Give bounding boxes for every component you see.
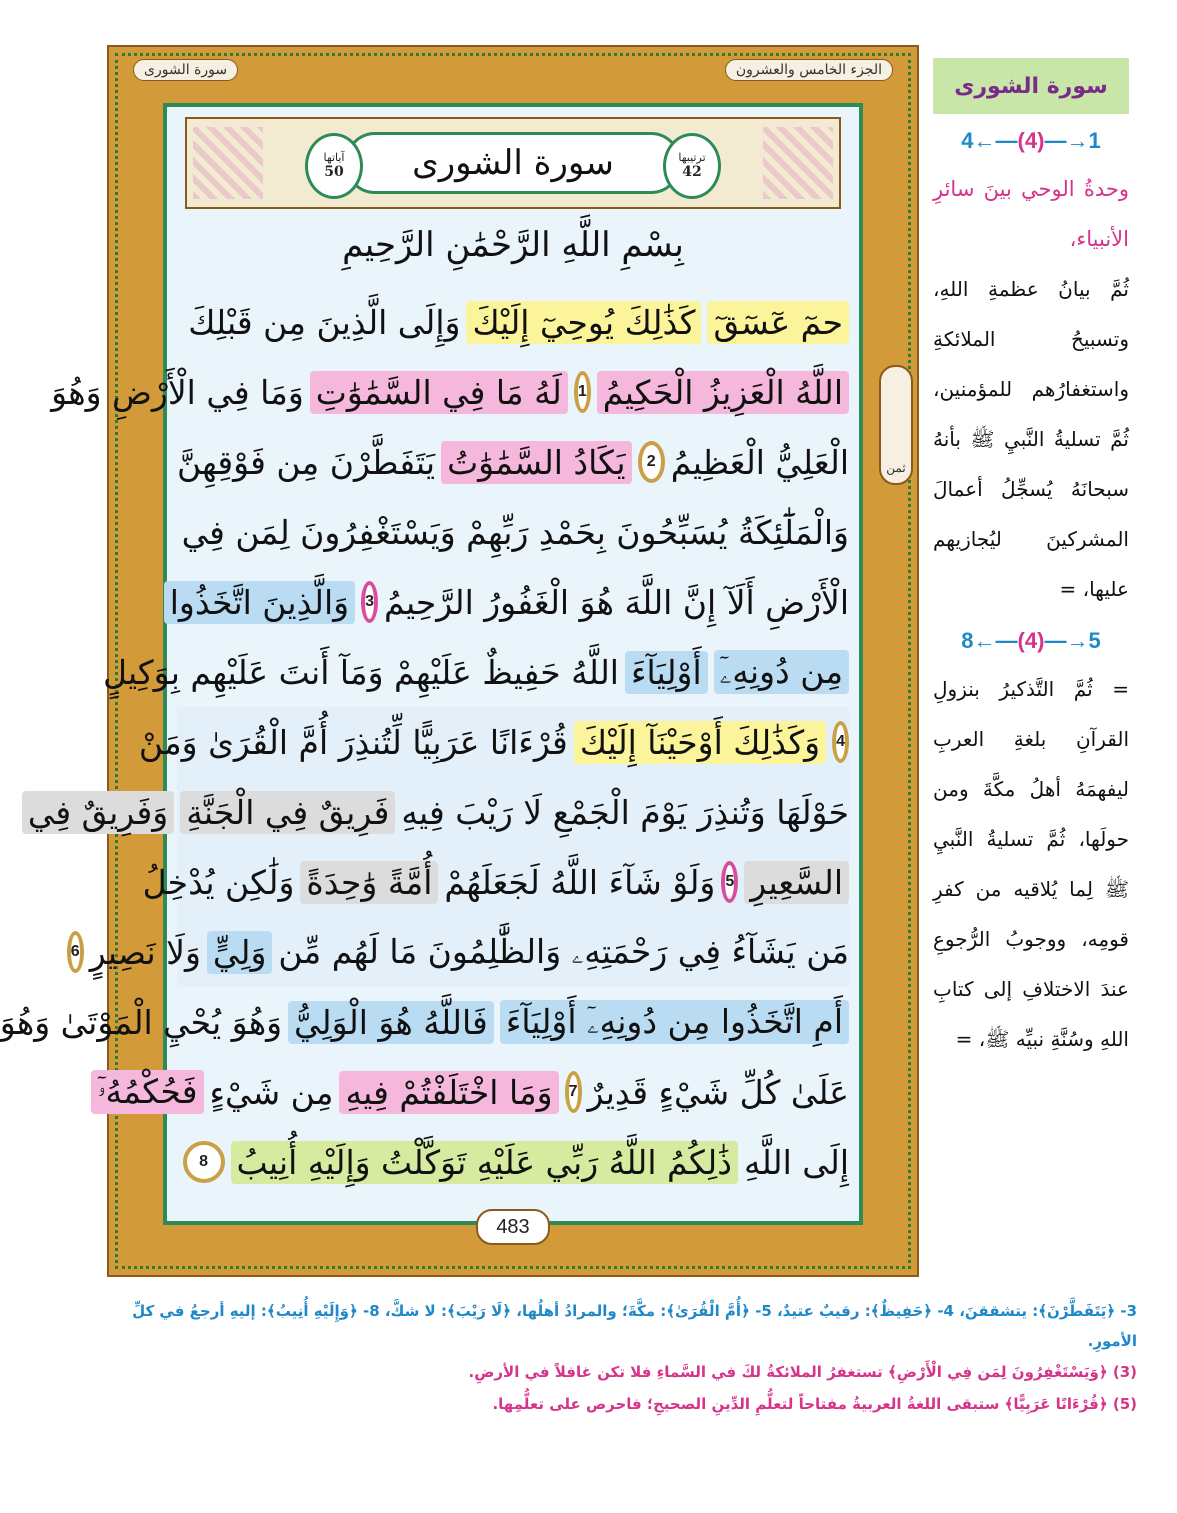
highlight: فَرِيقٌ فِي الْجَنَّةِ [180,791,395,834]
verses-value: 50 [324,164,344,181]
verse-line-11 [0,987,849,1057]
verse-line-7 [138,707,849,777]
verse-text: الْعَلِيُّ الْعَظِيمُ [670,442,849,482]
verse-number: 4 [832,721,849,763]
order-value: 42 [682,164,702,181]
verse-line-12 [97,1057,849,1127]
verse-text: مِن شَيْءٍ [209,1072,334,1112]
highlight: ذَٰلِكُمُ اللَّهُ رَبِّي عَلَيْهِ تَوَكَّلْتُ وَإِلَيْهِ أُنِيبُ [231,1141,738,1184]
verse-line-3 [177,427,849,497]
verses-label: آياتها [323,151,345,164]
topic-description-1: ثُمَّ بيانُ عظمةِ اللهِ، وتسبيحُ الملائكةِ واستغفارُهم للمؤمنين، ثُمَّ تسليةُ النَّبيِ ﷺ بأنهُ سبحانَهُ يُسجِّلُ أعمالَ المشركينَ ليُجازيهم عليها، = [933,277,1129,601]
tafsir-sidebar [933,58,1129,1064]
verse-number: 1 [574,371,591,413]
verse-text: وَمَا فِي الْأَرْضِ وَهُوَ [51,372,304,412]
topic-description-2: = ثُمَّ التَّذكيرُ بنزولِ القرآنِ بلغةِ العربِ ليفهمَهُ أهلُ مكَّةَ ومن حولَها، ثُمَّ تسليةُ النَّبيِ ﷺ لِما يُلاقيه من كفرِ قومِه، ووجوبُ الرُّجوعِ عندَ الاختلافِ إلى كتابِ اللهِ وسُنَّةِ نبيِّه ﷺ، = [933,677,1129,1051]
verse-number: 3 [361,581,378,623]
verse-number: 5 [721,861,738,903]
verse-text: وَإِلَى الَّذِينَ مِن قَبْلِكَ [188,302,461,342]
highlight: لَهُ مَا فِي السَّمَٰوَٰتِ [310,371,568,414]
juz-label: الجزء الخامس والعشرون [725,59,893,81]
highlight: وَلِيٍّ [207,931,273,974]
verse-text: حَوْلَهَا وَتُنذِرَ يَوْمَ الْجَمْعِ لَا رَيْبَ فِيهِ [401,792,849,832]
verse-line-2 [51,357,849,427]
highlight: أُمَّةً وَٰحِدَةً [300,861,438,904]
range-to: 8 [961,628,974,653]
verse-number: 2 [638,441,665,483]
highlight: حمٓ عٓسٓقٓ [707,301,849,344]
range-mid: (4) [1017,628,1045,653]
highlight: مِن دُونِهِۦٓ [714,650,849,694]
surah-verses-medallion [305,133,363,199]
verse-text: قُرْءَانًا عَرَبِيًّا لِّتُنذِرَ أُمَّ الْقُرَىٰ وَمَنْ [138,722,568,762]
verse-text: يَتَفَطَّرْنَ مِن فَوْقِهِنَّ [177,442,436,482]
verse-line-13 [177,1127,849,1197]
verse-line-5 [169,567,849,637]
verse-text: وَلَا نَصِيرٍ [89,932,201,972]
verse-text: وَالْمَلَٰٓئِكَةُ يُسَبِّحُونَ بِحَمْدِ رَبِّهِمْ وَيَسْتَغْفِرُونَ لِمَن فِي [181,512,849,552]
verse-line-4 [177,497,849,567]
verse-line-9 [142,847,849,917]
footnotes [121,1296,1137,1420]
surah-banner [185,117,841,209]
verse-text: وَلَوْ شَآءَ اللَّهُ لَجَعَلَهُمْ [444,862,716,902]
hizb-marker-icon: ثمن [879,365,913,485]
range-mid: (4) [1017,128,1045,153]
highlight: وَكَذَٰلِكَ أَوْحَيْنَآ إِلَيْكَ [574,721,826,764]
reflection-note-3: (3) ﴿وَيَسْتَغْفِرُونَ لِمَن فِي الْأَرْضِ﴾ تستغفرُ الملائكةُ لكَ في السَّماءِ فلا تكن غافلاً في الأرضِ. [468,1363,1137,1381]
highlight: السَّعِيرِ [744,861,849,904]
verse-range-1: 4←—(4)—→1 [961,128,1101,153]
page-number: 483 [476,1209,550,1245]
highlight: وَمَا اخْتَلَفْتُمْ فِيهِ [339,1071,558,1114]
verse-number: 8 [183,1141,225,1183]
verse-text: مَن يَشَآءُ فِي رَحْمَتِهِۦ وَالظَّٰلِمُونَ مَا لَهُم مِّن [278,932,849,971]
range-from: 1 [1088,128,1101,153]
ornament-left [193,127,263,199]
surah-header-label: سورة الشورى [133,59,238,81]
verse-line-6 [102,637,849,707]
highlight: اللَّهُ الْعَزِيزُ الْحَكِيمُ [597,371,849,414]
highlight: وَالَّذِينَ اتَّخَذُوا [164,581,355,624]
surah-title: سورة الشورى [345,132,681,194]
order-label: ترتيبها [678,151,706,164]
highlight: وَفَرِيقٌ فِي [22,791,174,834]
highlight: أَمِ اتَّخَذُوا مِن دُونِهِۦٓ أَوْلِيَآءَ [500,1000,849,1044]
page-header [109,55,917,85]
verse-text: وَهُوَ يُحْيِ الْمَوْتَىٰ وَهُوَ [0,1002,283,1042]
verse-text: عَلَىٰ كُلِّ شَيْءٍ قَدِيرٌ [587,1072,849,1112]
highlight: يَكَادُ السَّمَٰوَٰتُ [441,441,632,484]
highlight: كَذَٰلِكَ يُوحِيٓ إِلَيْكَ [466,301,701,344]
range-from: 5 [1088,628,1101,653]
page-body [0,103,863,1238]
topic-heading: وحدةُ الوحي بينَ سائرِ الأنبياء، [933,177,1129,251]
verse-line-8 [27,777,849,847]
verse-line-1 [177,287,849,357]
verse-number: 6 [67,931,84,973]
verse-line-10 [70,917,849,987]
highlight: فَحُكْمُهُۥٓ [91,1070,203,1114]
verse-text: وَلَٰكِن يُدْخِلُ [142,862,295,902]
surah-order-medallion [663,133,721,199]
vocabulary-note: 3- ﴿يَتَفَطَّرْنَ﴾: يتشققنَ، 4- ﴿حَفِيظٌ﴾: رقيبٌ عتيدٌ، 5- ﴿أُمَّ الْقُرَىٰ﴾: مكَّةَ؛ والمرادُ أهلُها، ﴿لَا رَيْبَ﴾: لا شكَّ، 8- ﴿وَإِلَيْهِ أُنِيبُ﴾: إليهِ أرجعُ في كلِّ الأمورِ. [132,1302,1137,1350]
verse-number: 7 [565,1071,582,1113]
reflection-note-5: (5) ﴿قُرْءَانًا عَرَبِيًّا﴾ ستبقى اللغةُ العربيةُ مفتاحاً لتعلُّمِ الدِّينِ الصحيحِ؛ فاحرص على تعلُّمِها. [492,1395,1137,1413]
verse-text: إِلَى اللَّهِ [743,1142,849,1182]
ornament-right [763,127,833,199]
sidebar-title: سورة الشورى [933,58,1129,114]
verse-text: الْأَرْضِ أَلَآ إِنَّ اللَّهَ هُوَ الْغَفُورُ الرَّحِيمُ [383,582,849,622]
range-to: 4 [961,128,974,153]
mushaf-frame [0,45,919,1277]
highlight: أَوْلِيَآءَ [625,651,708,694]
verse-range-2: 8←—(4)—→5 [961,628,1101,653]
verse-text: اللَّهُ حَفِيظٌ عَلَيْهِمْ وَمَآ أَنتَ عَلَيْهِم بِوَكِيلٍ [102,652,619,692]
basmala: بِسْمِ اللَّهِ الرَّحْمَٰنِ الرَّحِيمِ [342,225,684,265]
verses-block [0,287,849,1197]
highlight: فَاللَّهُ هُوَ الْوَلِيُّ [288,1001,494,1044]
